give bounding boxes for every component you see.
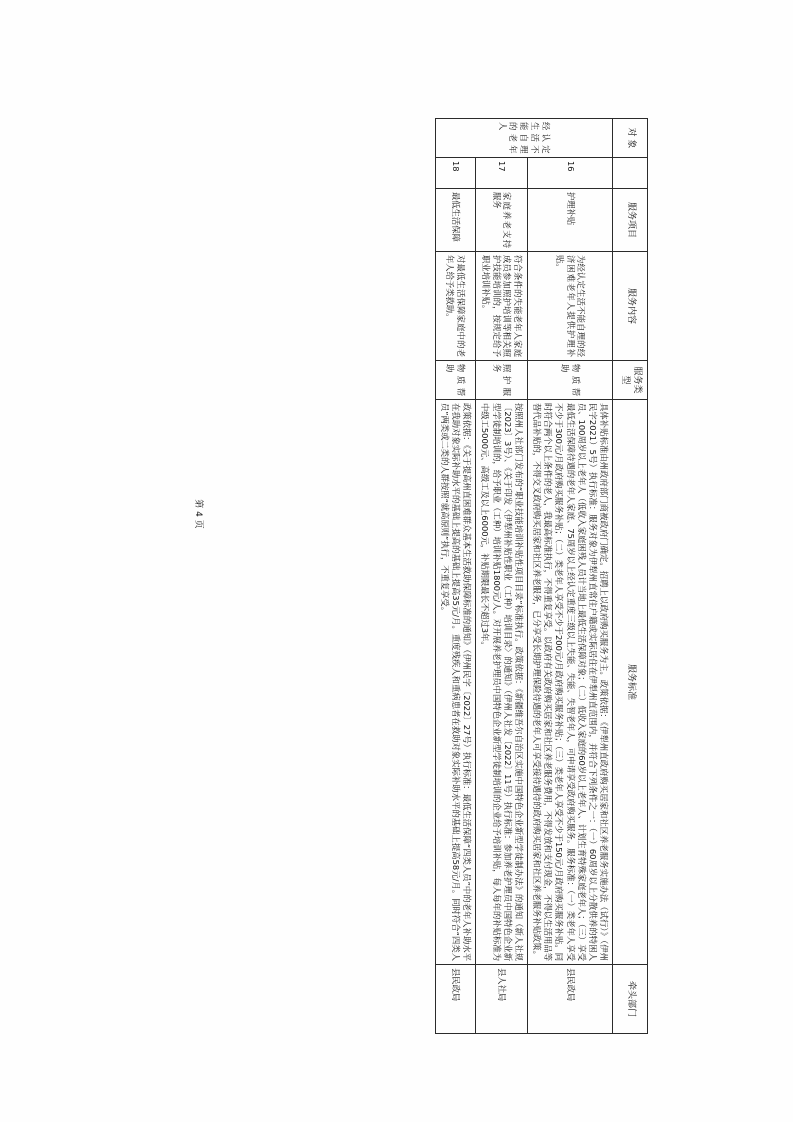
row-item: 家庭养老支持服务 xyxy=(476,189,528,252)
row-content: 为经认定生活不能自理的经济困难老年人提供护理补贴。 xyxy=(527,252,612,361)
row-department: 县人社局 xyxy=(476,965,528,1034)
table-header xyxy=(613,119,648,1034)
page-footer-holder xyxy=(193,494,246,529)
table-row xyxy=(435,119,476,1034)
service-standards-table xyxy=(435,118,648,1034)
row-standard: 按照州人社部门发布的“职业技能培训补贴性项目目录”标准执行。政策依据：《新疆维吾尔自治区实施中国特色企业新型学徒制办法》的通知（新人社规〔2023〕3号）、《关于印发〈伊犁州补贴性职业（工种）培训目录〉的通知》（伊州人社发〔2022〕11号）执行标准：参加养老护理员中国特色企业新型学徒制培训的，给予职业（工种）培训补贴1800元/人。对开展养老护理员中国特色企业新型学徒制培训的企业给予培训补贴，每人每年的补贴标准为中级工5000元、高级工及以上6000元，补贴期限最长不超过3年。 xyxy=(476,400,528,965)
table-header-row xyxy=(613,119,648,1034)
page-number: 第 4 页 xyxy=(193,499,203,529)
row-number: 18 xyxy=(435,158,476,189)
row-type: 照护服务 xyxy=(476,361,528,400)
row-standard: 政策依据：《关于提高州直困难群众基本生活救助保障标准的通知》（伊州民字〔2022〕27号）执行标准：最低生活保障“四类人员”中的老年人补助水平在我助对象实际补助水平的基础上提高的基础上提高35元/月。重度残疾人和重病患者在救助对象实际补助水平的基础上提高58元/月。同时符合“四类人员”两类或二类的人群按照“就高原则”执行，不重复享受。 xyxy=(435,400,476,965)
row-content: 符合条件的失能老年人家庭成员参加照护培训等相关照护技能培训的，按规定给予职业培训补贴。 xyxy=(476,252,528,361)
row-content: 对最低生活保障家庭中的老年人给予类救助。 xyxy=(435,252,476,361)
column-header-item: 服务项目 xyxy=(613,189,648,252)
row-department: 县民政局 xyxy=(435,965,476,1034)
table-row xyxy=(476,119,528,1034)
rotated-table-wrapper xyxy=(148,118,648,1017)
column-header-type: 服务类型 xyxy=(613,361,648,400)
row-department: 县民政局 xyxy=(527,965,612,1034)
column-header-department: 牵头部门 xyxy=(613,965,648,1034)
column-header-object: 对 象 xyxy=(613,119,648,158)
table-row xyxy=(527,119,612,1034)
column-header-content: 服务内容 xyxy=(613,252,648,361)
row-number: 17 xyxy=(476,158,528,189)
row-number: 16 xyxy=(527,158,612,189)
row-type: 物质帮助 xyxy=(435,361,476,400)
column-header-number xyxy=(613,158,648,189)
object-cell: 经认定生活不能自理的老年人 xyxy=(435,119,613,158)
table-body xyxy=(435,119,613,1034)
column-header-standard: 服务标准 xyxy=(613,400,648,965)
row-standard: 具体补贴标准由州政府部门商被政府门确定。招聘上以政府购买服务为主。政策依据：《伊犁州直政府购买居家和社区养老服务实施办法（试行）》（伊州民字2021）5号）执行标准：服务对象为伊犁州直常住户籍或实际居住在伊犁州直范围内，并符合下列条件之一：（一）60周岁以上分散供养的特困人员、100周岁以上老年人（低收入家庭困残人员计当地上最低生活保障对象；（二）低收入家庭的60岁以上老年人、计划生育特殊家庭老年人；（三）享受最低生活保障待遇的老年人家庭、75周岁以上经认定重度三级以上失能、失能、失智老年人，可申请享受政府购买服务。服务标准：（一）类老年人享受不少于300元/月政府购买服务补贴；（二）类老年人享受不少于200元/月政府购买服务补贴；（三）类老年人享受不少于150元/月政府购买服务补贴。同时符合两个以上条件的老人，我最高标准执行，不得重复享受。以政府有关政府购买居家和社区养老服务费用，不得发放和支付现金，不得以生活用品等替代品补贴的，不得交叉政府购买居家和社区养老服务，已分享受长期护理保险待遇的老年人可享受接待遇待的政府购买居家和社区养老服务补贴政策。 xyxy=(527,400,612,965)
row-item: 最低生活保障 xyxy=(435,189,476,252)
row-type: 物质帮助 xyxy=(527,361,612,400)
row-item: 护理补贴 xyxy=(527,189,612,252)
